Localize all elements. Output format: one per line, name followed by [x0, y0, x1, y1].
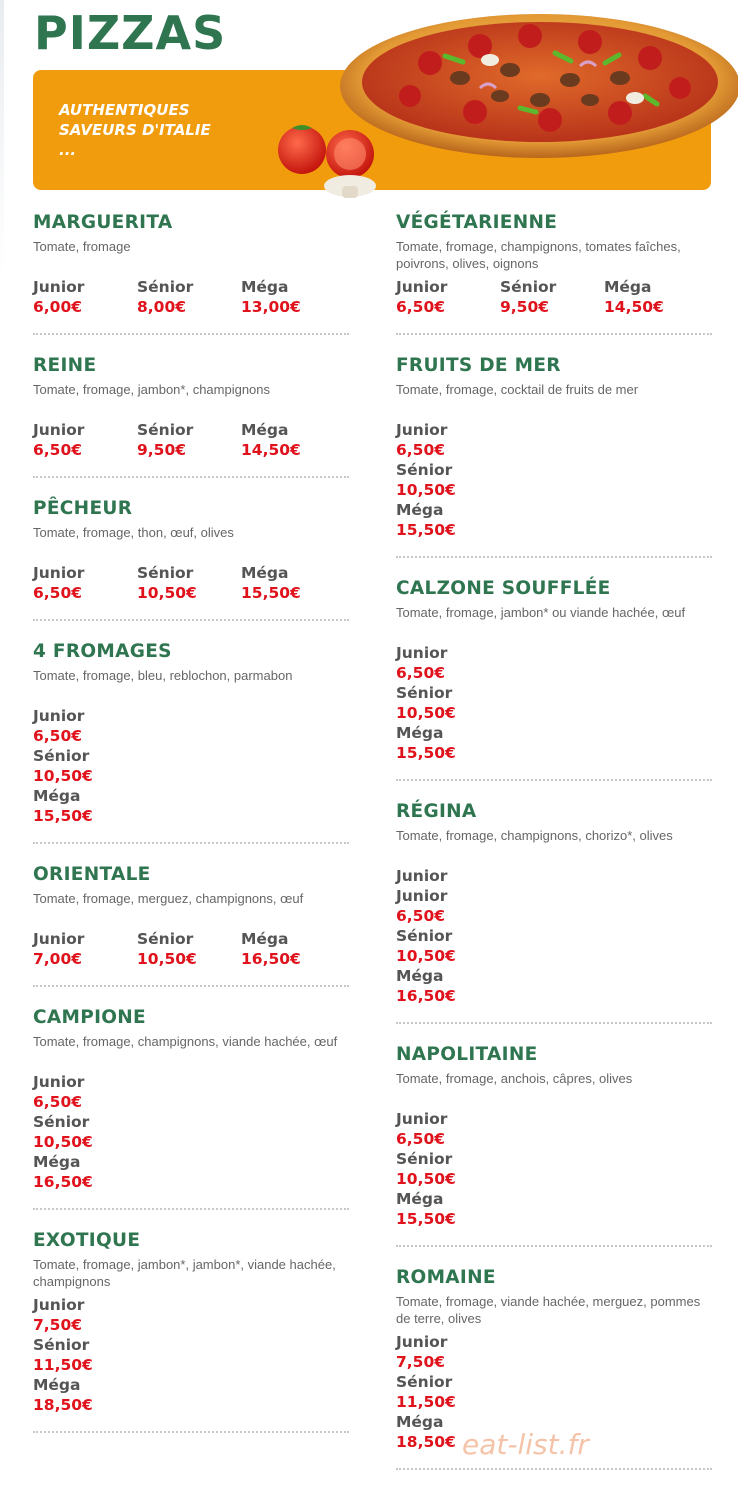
price-senior [137, 277, 241, 317]
size-label: Sénior [137, 930, 194, 948]
price-value: 13,00€ [241, 298, 301, 316]
size-label: Méga [241, 278, 289, 296]
price-value: 15,50€ [241, 584, 301, 602]
price-stack [396, 1109, 712, 1229]
pizza-ingredients: Tomate, fromage, cocktail de fruits de mer [396, 382, 639, 397]
price-senior: 10,50€ [396, 1170, 456, 1188]
price-mega: 16,50€ [33, 1173, 93, 1191]
price-junior: 6,50€ [396, 907, 446, 925]
size-label: Junior [396, 644, 448, 662]
pizza-item [396, 799, 712, 1024]
size-label: Sénior [396, 1373, 453, 1391]
size-label: Junior [396, 278, 448, 296]
size-label: Méga [396, 967, 444, 985]
price-stack [33, 1072, 349, 1192]
size-label: Sénior [396, 1150, 453, 1168]
price-value: 10,50€ [137, 584, 197, 602]
price-mega [241, 277, 345, 317]
size-label: Junior [396, 1110, 448, 1128]
price-mega: 15,50€ [33, 807, 93, 825]
size-label: Junior [396, 887, 448, 905]
price-junior: 6,50€ [396, 441, 446, 459]
price-value: 8,00€ [137, 298, 187, 316]
size-label: Méga [33, 787, 81, 805]
pizza-item [396, 576, 712, 781]
pizza-item [396, 1042, 712, 1247]
price-value: 6,00€ [33, 298, 83, 316]
pizza-name: CALZONE SOUFFLÉE [396, 578, 611, 599]
pizza-ingredients: Tomate, fromage, jambon*, jambon*, viande hachée, champignons [33, 1257, 336, 1289]
size-label: Méga [241, 564, 289, 582]
pizza-ingredients: Tomate, fromage, jambon*, champignons [33, 382, 271, 397]
pizza-name: VÉGÉTARIENNE [396, 212, 558, 233]
price-mega [241, 563, 345, 603]
pizza-column-left [33, 210, 349, 1433]
price-senior [137, 929, 241, 969]
price-senior: 10,50€ [396, 481, 456, 499]
price-senior [137, 563, 241, 603]
price-senior [137, 420, 241, 460]
price-value: 7,00€ [33, 950, 83, 968]
size-label: Sénior [33, 747, 90, 765]
pizza-name: FRUITS DE MER [396, 355, 561, 376]
price-value: 10,50€ [137, 950, 197, 968]
size-label: Sénior [137, 278, 194, 296]
price-value: 6,50€ [33, 584, 83, 602]
price-stack [33, 1295, 349, 1415]
price-value: 6,50€ [396, 298, 446, 316]
pizza-item [396, 210, 712, 335]
size-label: Junior [33, 1296, 85, 1314]
banner-slogan [59, 100, 211, 160]
price-value: 6,50€ [33, 441, 83, 459]
size-label: Sénior [137, 564, 194, 582]
size-label: Sénior [396, 461, 453, 479]
price-junior: 6,50€ [33, 727, 83, 745]
price-junior: 6,50€ [396, 664, 446, 682]
price-junior: 6,50€ [33, 1093, 83, 1111]
size-label: Sénior [500, 278, 557, 296]
size-label: Junior [33, 707, 85, 725]
price-mega: 16,50€ [396, 987, 456, 1005]
pizza-name: CAMPIONE [33, 1007, 146, 1028]
price-mega: 18,50€ [33, 1396, 93, 1414]
size-label: Méga [396, 724, 444, 742]
price-junior: 7,50€ [396, 1353, 446, 1371]
pizza-item [33, 1228, 349, 1433]
price-senior: 10,50€ [33, 1133, 93, 1151]
pizza-item [33, 353, 349, 478]
size-label: Junior [33, 1073, 85, 1091]
slogan-line-1: AUTHENTIQUES [59, 101, 190, 119]
price-mega [241, 420, 345, 460]
price-junior [33, 277, 137, 317]
price-senior: 10,50€ [396, 704, 456, 722]
price-junior: 6,50€ [396, 1130, 446, 1148]
price-junior [33, 929, 137, 969]
size-label: Junior [396, 867, 448, 885]
price-junior [33, 563, 137, 603]
price-stack [396, 866, 712, 1006]
size-label: Sénior [396, 927, 453, 945]
pizza-name: MARGUERITA [33, 212, 173, 233]
pizza-ingredients: Tomate, fromage, champignons, tomates faîches, poivrons, olives, oignons [396, 239, 681, 271]
watermark: eat-list.fr [462, 1428, 589, 1461]
price-mega: 18,50€ [396, 1433, 456, 1451]
price-row [33, 929, 349, 969]
price-value: 14,50€ [241, 441, 301, 459]
pizza-image [270, 8, 738, 208]
pizza-ingredients: Tomate, fromage [33, 239, 131, 254]
pizza-item [33, 1005, 349, 1210]
price-senior: 10,50€ [33, 767, 93, 785]
price-mega: 15,50€ [396, 744, 456, 762]
pizza-ingredients: Tomate, fromage, jambon* ou viande hachée, œuf [396, 605, 686, 620]
pizza-name: ROMAINE [396, 1267, 496, 1288]
price-mega: 15,50€ [396, 521, 456, 539]
pizza-ingredients: Tomate, fromage, champignons, chorizo*, olives [396, 828, 673, 843]
size-label: Junior [33, 421, 85, 439]
pizza-column-right [396, 210, 712, 1470]
size-label: Méga [33, 1153, 81, 1171]
price-stack [33, 706, 349, 826]
size-label: Méga [396, 501, 444, 519]
pizza-ingredients: Tomate, fromage, merguez, champignons, œuf [33, 891, 304, 906]
size-label: Sénior [396, 684, 453, 702]
price-senior: 10,50€ [396, 947, 456, 965]
price-value: 16,50€ [241, 950, 301, 968]
size-label: Méga [241, 421, 289, 439]
pizza-name: ORIENTALE [33, 864, 151, 885]
pizza-name: EXOTIQUE [33, 1230, 141, 1251]
slogan-line-2: SAVEURS D'ITALIE [59, 121, 211, 139]
size-label: Sénior [33, 1113, 90, 1131]
price-junior [33, 420, 137, 460]
pizza-name: REINE [33, 355, 97, 376]
size-label: Sénior [33, 1336, 90, 1354]
pizza-ingredients: Tomate, fromage, viande hachée, merguez, pommes de terre, olives [396, 1294, 701, 1326]
price-mega [604, 277, 708, 317]
slogan-line-3: ... [59, 141, 77, 159]
price-row [33, 563, 349, 603]
pizza-ingredients: Tomate, fromage, champignons, viande hachée, œuf [33, 1034, 338, 1049]
tomato-icon [278, 125, 374, 178]
price-stack [396, 643, 712, 763]
price-junior: 7,50€ [33, 1316, 83, 1334]
pizza-name: 4 FROMAGES [33, 641, 172, 662]
price-value: 14,50€ [604, 298, 664, 316]
pizza-name: NAPOLITAINE [396, 1044, 538, 1065]
size-label: Junior [396, 421, 448, 439]
size-label: Junior [33, 564, 85, 582]
pizza-item [33, 639, 349, 844]
pizza-item [33, 496, 349, 621]
size-label: Méga [241, 930, 289, 948]
size-label: Méga [33, 1376, 81, 1394]
price-row [396, 277, 712, 317]
price-senior: 11,50€ [33, 1356, 93, 1374]
price-value: 9,50€ [500, 298, 550, 316]
size-label: Méga [604, 278, 652, 296]
size-label: Junior [33, 930, 85, 948]
price-row [33, 277, 349, 317]
price-mega: 15,50€ [396, 1210, 456, 1228]
page-title: PIZZAS [34, 6, 227, 60]
price-mega [241, 929, 345, 969]
pizza-ingredients: Tomate, fromage, thon, œuf, olives [33, 525, 234, 540]
size-label: Méga [396, 1190, 444, 1208]
price-senior: 11,50€ [396, 1393, 456, 1411]
size-label: Méga [396, 1413, 444, 1431]
pizza-ingredients: Tomate, fromage, bleu, reblochon, parmabon [33, 668, 293, 683]
pizza-name: RÉGINA [396, 801, 477, 822]
pizza-item [396, 353, 712, 558]
size-label: Sénior [137, 421, 194, 439]
price-value: 9,50€ [137, 441, 187, 459]
price-senior [500, 277, 604, 317]
pizza-item [33, 862, 349, 987]
price-stack [396, 420, 712, 540]
pizza-item [33, 210, 349, 335]
pizza-ingredients: Tomate, fromage, anchois, câpres, olives [396, 1071, 633, 1086]
size-label: Junior [33, 278, 85, 296]
page-edge-shadow [0, 0, 4, 280]
price-junior [396, 277, 500, 317]
pizza-name: PÊCHEUR [33, 498, 133, 519]
price-row [33, 420, 349, 460]
size-label: Junior [396, 1333, 448, 1351]
mushroom-icon [324, 175, 376, 198]
